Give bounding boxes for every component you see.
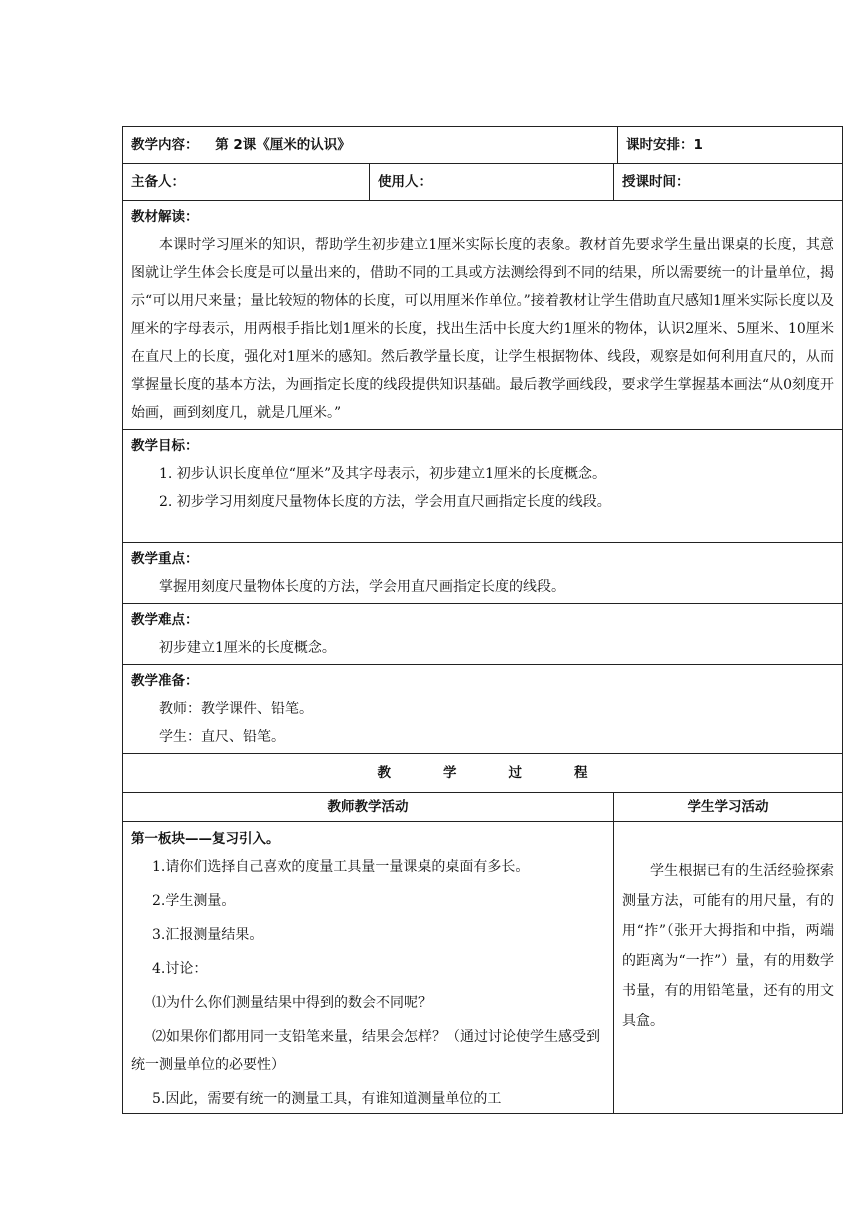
- goal-item: 1. 初步认识长度单位“厘米”及其字母表示，初步建立1厘米的长度概念。: [159, 466, 607, 482]
- process-body-row: [123, 822, 843, 1114]
- process-title-row: [123, 754, 843, 793]
- header-row-1: [123, 127, 843, 164]
- difficulties-cell: [123, 604, 843, 665]
- analysis-row: [123, 201, 843, 430]
- lesson-content-cell: [123, 127, 618, 164]
- analysis-text: 本课时学习厘米的知识，帮助学生初步建立1厘米实际长度的表象。教材首先要求学生量出课桌的长度，其意图就让学生体会长度是可以量出来的，借助不同的工具或方法测绘得到不同的结果，所以需要统一的计量单位，揭示“可以用尺来量；量比较短的物体的长度，可以用厘米作单位。”接着教材让学生借助直尺感知1厘米实际长度以及厘米的字母表示，用两根手指比划1厘米的长度，找出生活中长度大约1厘米的物体，认识2厘米、5厘米、10厘米在直尺上的长度，强化对1厘米的感知。然后教学量长度，让学生根据物体、线段，观察是如何利用直尺的，从而掌握量长度的基本方法，为画指定长度的线段提供知识基础。最后教学画线段，要求学生掌握基本画法“从0刻度开始画，画到刻度几，就是几厘米。”: [131, 237, 835, 421]
- author-cell: 主备人：: [123, 164, 370, 201]
- key-points-row: [123, 543, 843, 604]
- student-activity-cell: [614, 822, 843, 1114]
- preparation-teacher: 教师：教学课件、铅笔。: [159, 701, 313, 717]
- difficulties-row: [123, 604, 843, 665]
- header-row-2: [123, 164, 843, 201]
- key-points-text: 掌握用刻度尺量物体长度的方法，学会用直尺画指定长度的线段。: [159, 579, 565, 595]
- preparation-title: 教学准备：: [131, 673, 199, 689]
- lesson-content-value: 第 2课《厘米的认识》: [215, 137, 351, 153]
- process-title: 教学过程: [377, 765, 640, 781]
- analysis-title: 教材解读：: [131, 209, 199, 225]
- difficulties-text: 初步建立1厘米的长度概念。: [159, 640, 336, 656]
- goals-title: 教学目标：: [131, 438, 199, 454]
- goals-cell: [123, 430, 843, 543]
- process-title-cell: [123, 754, 843, 793]
- section-title: 第一板块——复习引入。: [131, 831, 280, 847]
- teacher-step: 3.汇报测量结果。: [152, 927, 264, 943]
- preparation-row: [123, 665, 843, 754]
- lesson-plan: [122, 126, 842, 1114]
- lesson-plan-table: [122, 126, 843, 1114]
- key-points-title: 教学重点：: [131, 551, 199, 567]
- lesson-content-label: 教学内容：: [131, 137, 199, 153]
- student-activity-header: 学生学习活动: [614, 793, 843, 822]
- goal-item: 2. 初步学习用刻度尺量物体长度的方法，学会用直尺画指定长度的线段。: [159, 494, 611, 510]
- user-cell: 使用人：: [370, 164, 614, 201]
- time-cell: 授课时间：: [614, 164, 843, 201]
- goals-row: [123, 430, 843, 543]
- difficulties-title: 教学难点：: [131, 612, 199, 628]
- analysis-cell: [123, 201, 843, 430]
- teacher-step: 4.讨论：: [152, 961, 208, 977]
- preparation-cell: [123, 665, 843, 754]
- teacher-step: 5.因此，需要有统一的测量工具，有谁知道测量单位的工: [152, 1091, 502, 1107]
- teacher-step: ⑴为什么你们测量结果中得到的数会不同呢？: [152, 995, 432, 1011]
- teacher-step: 1.请你们选择自己喜欢的度量工具量一量课桌的桌面有多长。: [152, 859, 530, 875]
- lesson-hours: 课时安排：1: [618, 127, 843, 164]
- teacher-activity-cell: [123, 822, 614, 1114]
- teacher-step: ⑵如果你们都用同一支铅笔来量，结果会怎样？（通过讨论使学生感受到统一测量单位的必要性）: [131, 1029, 600, 1073]
- teacher-step: 2.学生测量。: [152, 893, 236, 909]
- process-col-header-row: [123, 793, 843, 822]
- key-points-cell: [123, 543, 843, 604]
- student-activity-text: 学生根据已有的生活经验探索测量方法，可能有的用尺量，有的用“拃”（张开大拇指和中指，两端的距离为“一拃”）量，有的用数学书量，有的用铅笔量，还有的用文具盒。: [622, 863, 835, 1029]
- teacher-activity-header: 教师教学活动: [123, 793, 614, 822]
- preparation-student: 学生：直尺、铅笔。: [159, 729, 285, 745]
